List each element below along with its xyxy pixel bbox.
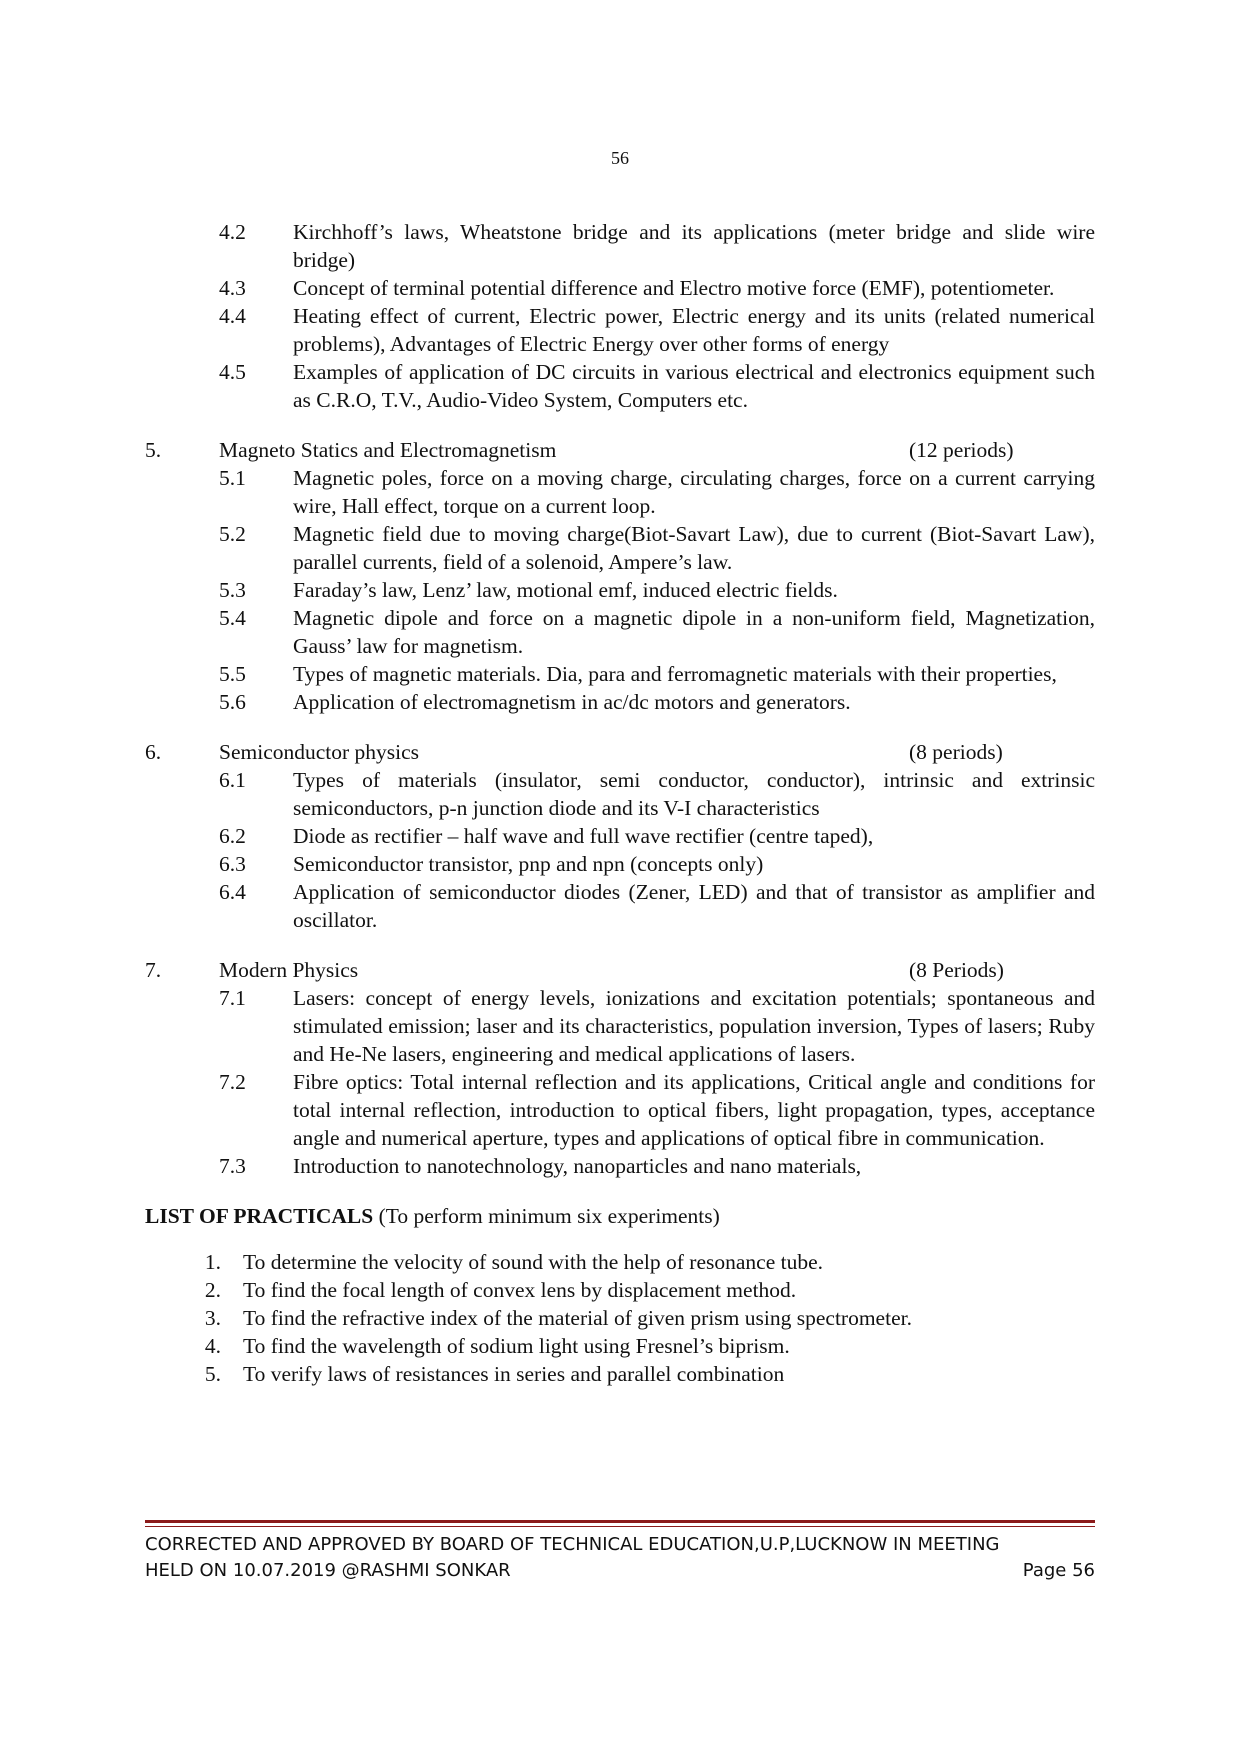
list-item — [145, 1360, 1095, 1388]
practicals-heading — [145, 1202, 1095, 1230]
item-text: Concept of terminal potential difference and Electro motive force (EMF), potentiometer. — [293, 276, 1055, 300]
list-item — [145, 1304, 1095, 1332]
section-heading — [145, 956, 1095, 984]
practicals-list — [145, 1248, 1095, 1388]
item-text: Faraday’s law, Lenz’ law, motional emf, induced electric fields. — [293, 578, 838, 602]
section-periods: (8 Periods) — [909, 958, 1004, 982]
item-text: Types of magnetic materials. Dia, para and ferromagnetic materials with their properties, — [293, 662, 1057, 686]
list-item — [145, 302, 1095, 358]
list-item — [145, 576, 1095, 604]
item-text: To find the focal length of convex lens by displacement method. — [243, 1278, 797, 1302]
list-item — [145, 1248, 1095, 1276]
item-number: 1. — [204, 1250, 221, 1274]
practicals-title: LIST OF PRACTICALS — [145, 1204, 374, 1228]
section-heading — [145, 738, 1095, 766]
intro-items — [145, 218, 1095, 414]
list-item — [145, 822, 1095, 850]
list-item — [145, 464, 1095, 520]
item-number: 5.6 — [219, 690, 246, 714]
item-text: Introduction to nanotechnology, nanoparticles and nano materials, — [293, 1154, 862, 1178]
list-item — [145, 850, 1095, 878]
item-number: 6.3 — [219, 852, 246, 876]
page-number: 56 — [611, 148, 629, 168]
item-number: 7.2 — [219, 1070, 246, 1094]
section-number: 7. — [145, 958, 162, 982]
item-number: 3. — [204, 1306, 221, 1330]
section-number: 6. — [145, 740, 162, 764]
item-number: 4.2 — [219, 220, 246, 244]
item-text: Heating effect of current, Electric power, Electric energy and its units (related numerical problems), Advantages of Electric Energy over other forms of energy — [293, 304, 1095, 356]
item-text: Examples of application of DC circuits in various electrical and electronics equipment such as C.R.O, T.V., Audio-Video System, Computers etc. — [293, 360, 1095, 412]
section-heading — [145, 436, 1095, 464]
item-text: To verify laws of resistances in series and parallel combination — [243, 1362, 785, 1386]
footer-rule-thin — [145, 1526, 1095, 1527]
item-text: Lasers: concept of energy levels, ionizations and excitation potentials; spontaneous and stimulated emission; laser and its characteristics, population inversion, Types of lasers; Ruby and He-Ne lasers, engineering and medical applications of lasers. — [293, 986, 1095, 1066]
footer-page-label: Page 56 — [1022, 1560, 1095, 1581]
item-text: Semiconductor transistor, pnp and npn (concepts only) — [293, 852, 764, 876]
item-number: 4. — [204, 1334, 221, 1358]
list-item — [145, 984, 1095, 1068]
item-number: 2. — [204, 1278, 221, 1302]
footer-rule — [145, 1520, 1095, 1523]
section-title: Semiconductor physics — [219, 740, 420, 764]
document-body — [145, 218, 1095, 1388]
list-item — [145, 604, 1095, 660]
section-number: 5. — [145, 438, 162, 462]
item-text: To determine the velocity of sound with the help of resonance tube. — [243, 1250, 824, 1274]
section-title: Magneto Statics and Electromagnetism — [219, 438, 557, 462]
section-periods: (8 periods) — [909, 740, 1003, 764]
list-item — [145, 878, 1095, 934]
section-title: Modern Physics — [219, 958, 359, 982]
item-number: 5.4 — [219, 606, 246, 630]
list-item — [145, 274, 1095, 302]
practicals-subtitle: (To perform minimum six experiments) — [373, 1204, 720, 1228]
item-text: Magnetic poles, force on a moving charge, circulating charges, force on a current carrying wire, Hall effect, torque on a current loop. — [293, 466, 1095, 518]
item-number: 5. — [204, 1362, 221, 1386]
page-footer — [145, 1532, 1095, 1584]
item-text: Diode as rectifier – half wave and full wave rectifier (centre taped), — [293, 824, 874, 848]
item-text: Types of materials (insulator, semi conductor, conductor), intrinsic and extrinsic semiconductors, p-n junction diode and its V-I characteristics — [293, 768, 1095, 820]
list-item — [145, 1152, 1095, 1180]
item-number: 5.2 — [219, 522, 246, 546]
section-periods: (12 periods) — [909, 438, 1014, 462]
list-item — [145, 1332, 1095, 1360]
list-item — [145, 1276, 1095, 1304]
item-text: Application of semiconductor diodes (Zener, LED) and that of transistor as amplifier and oscillator. — [293, 880, 1095, 932]
item-number: 4.3 — [219, 276, 246, 300]
item-number: 6.2 — [219, 824, 246, 848]
item-number: 4.5 — [219, 360, 246, 384]
item-number: 5.3 — [219, 578, 246, 602]
item-text: Magnetic dipole and force on a magnetic dipole in a non-uniform field, Magnetization, Gauss’ law for magnetism. — [293, 606, 1095, 658]
item-number: 5.5 — [219, 662, 246, 686]
list-item — [145, 660, 1095, 688]
list-item — [145, 218, 1095, 274]
list-item — [145, 688, 1095, 716]
item-number: 7.1 — [219, 986, 246, 1010]
item-number: 6.1 — [219, 768, 246, 792]
item-text: To find the refractive index of the material of given prism using spectrometer. — [243, 1306, 912, 1330]
item-number: 4.4 — [219, 304, 246, 328]
item-number: 6.4 — [219, 880, 246, 904]
item-number: 5.1 — [219, 466, 246, 490]
item-number: 7.3 — [219, 1154, 246, 1178]
footer-row — [145, 1558, 1095, 1584]
item-text: Fibre optics: Total internal reflection and its applications, Critical angle and conditions for total internal reflection, introduction to optical fibers, light propagation, types, acceptance angle and numerical aperture, types and applications of optical fibre in communication. — [293, 1070, 1095, 1150]
item-text: Magnetic field due to moving charge(Biot-Savart Law), due to current (Biot-Savart Law), parallel currents, field of a solenoid, Ampere’s law. — [293, 522, 1095, 574]
footer-line-2: HELD ON 10.07.2019 @RASHMI SONKAR — [145, 1560, 511, 1581]
item-text: To find the wavelength of sodium light using Fresnel’s biprism. — [243, 1334, 790, 1358]
item-text: Application of electromagnetism in ac/dc motors and generators. — [293, 690, 851, 714]
list-item — [145, 358, 1095, 414]
footer-line-1: CORRECTED AND APPROVED BY BOARD OF TECHNICAL EDUCATION,U.P,LUCKNOW IN MEETING — [145, 1534, 1000, 1555]
item-text: Kirchhoff’s laws, Wheatstone bridge and its applications (meter bridge and slide wire bridge) — [293, 220, 1095, 272]
list-item — [145, 1068, 1095, 1152]
list-item — [145, 520, 1095, 576]
list-item — [145, 766, 1095, 822]
